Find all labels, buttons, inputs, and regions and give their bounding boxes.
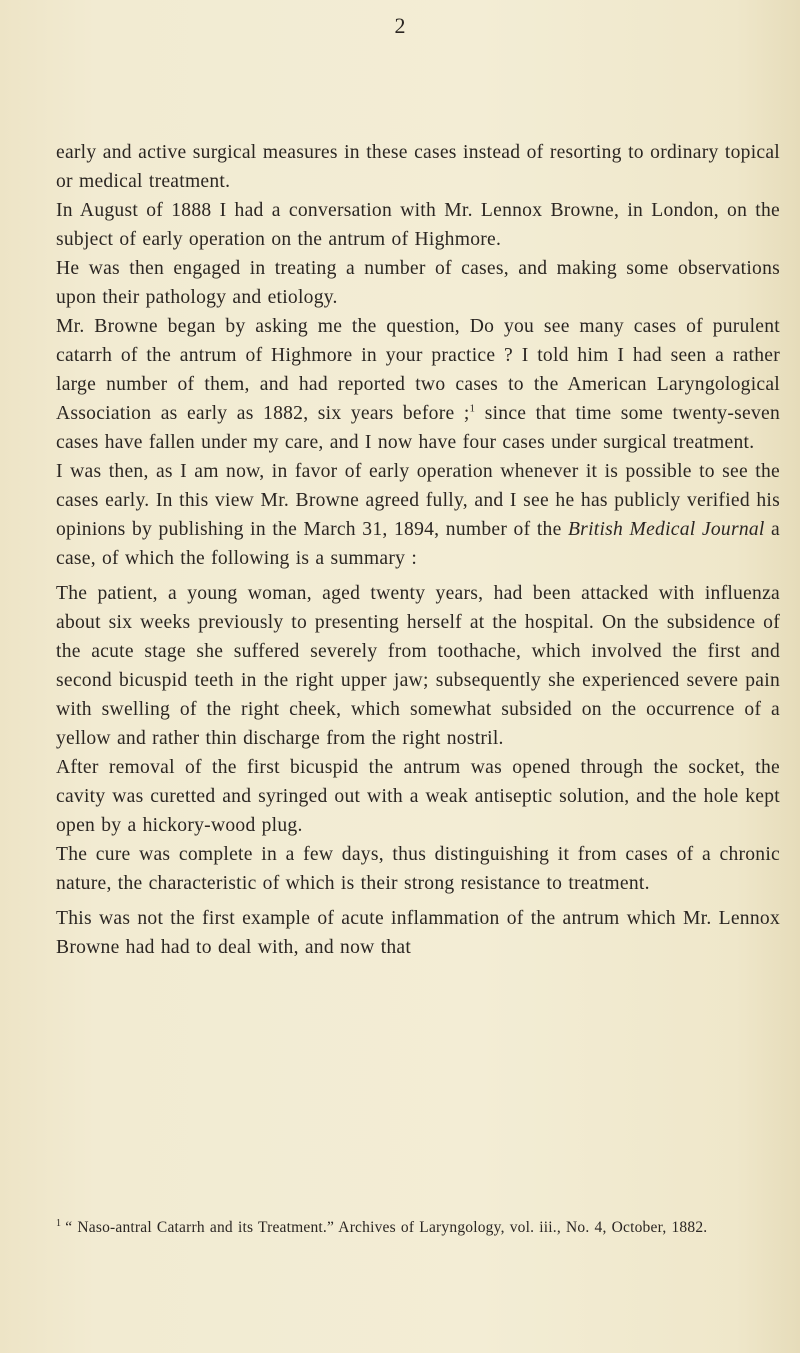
paragraph: This was not the first example of acute inflammation of the antrum which Mr. Lennox Browne had had to deal with, and now that xyxy=(56,908,780,958)
paragraph: early and active surgical measures in these cases instead of resorting to ordinary topical or medical treatment. xyxy=(56,142,780,192)
paragraph xyxy=(56,457,780,573)
footnote-text: “ Naso-antral Catarrh and its Treatment.” Archives of Laryngology, vol. iii., No. 4, October, 1882. xyxy=(65,1219,708,1236)
paragraph: In August of 1888 I had a conversation with Mr. Lennox Browne, in London, on the subject of early operation on the antrum of Highmore. xyxy=(56,200,780,250)
journal-title: British Medical Journal xyxy=(567,519,765,540)
footnote-marker: 1 xyxy=(56,1217,62,1229)
paragraph xyxy=(56,312,780,457)
footnote-reference: 1 xyxy=(469,402,476,415)
case-summary-paragraph: The cure was complete in a few days, thus distinguishing it from cases of a chronic nature, the characteristic of which is their strong resistance to treatment. xyxy=(56,844,780,894)
body-text xyxy=(56,138,780,962)
paragraph-text: Mr. Browne began by asking me the question, Do you see many cases of purulent catarrh of the antrum of Highmore in your practice ? I told him I had seen a rather large number of them, and had reported two cases to the American Laryngological Association as early as 1882, six years before ; xyxy=(56,316,780,424)
footnote-entry xyxy=(56,1217,780,1238)
footnote xyxy=(56,1217,780,1238)
case-summary-paragraph: The patient, a young woman, aged twenty years, had been attacked with influenza about six weeks previously to presenting herself at the hospital. On the subsidence of the acute stage she suffered severely from toothache, which involved the first and second bicuspid teeth in the right upper jaw; subsequently she experienced severe pain with swelling of the right cheek, which somewhat subsided on the occurrence of a yellow and rather thin discharge from the right nostril. xyxy=(56,583,780,749)
paragraph-text: a case, of which the following is a summary : xyxy=(56,519,780,569)
page-number: 2 xyxy=(394,13,406,38)
paragraph: He was then engaged in treating a number of cases, and making some observations upon their pathology and etiology. xyxy=(56,258,780,308)
paragraph-text: since that time some twenty-seven cases have fallen under my care, and I now have four cases under surgical treatment. xyxy=(56,403,780,453)
paragraph-text: I was then, as I am now, in favor of early operation whenever it is possible to see the cases early. In this view Mr. Browne agreed fully, and I see he has publicly verified his opinions by publishing in the March 31, 1894, number of the xyxy=(56,461,780,540)
case-summary-paragraph: After removal of the first bicuspid the antrum was opened through the socket, the cavity was curetted and syringed out with a weak antiseptic solution, and the hole kept open by a hickory-wood plug. xyxy=(56,757,780,836)
